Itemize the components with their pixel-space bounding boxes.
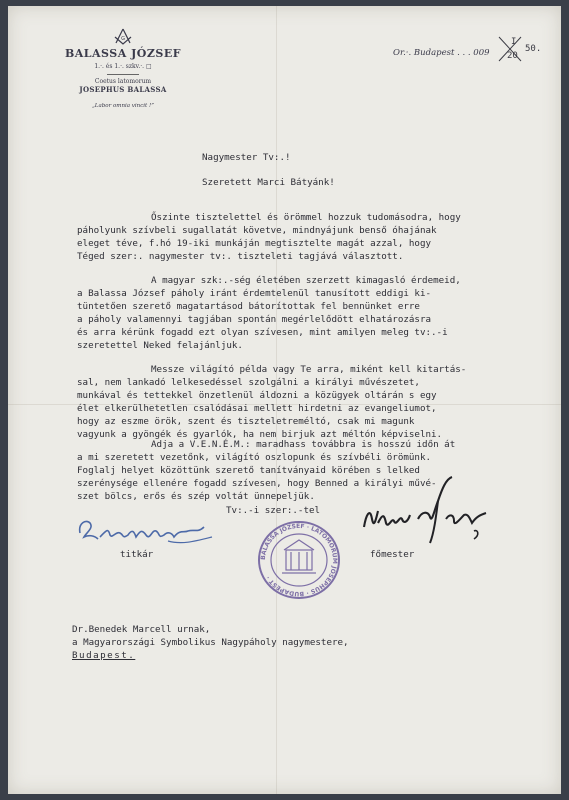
body-line: tüntetően szerető magatartásod bátorítottak fel bennünket erre	[77, 301, 420, 312]
letter-page	[8, 6, 561, 794]
body-line: és arra kérünk fogadd ezt olyan szívesen, mint amilyen meleg tv:.-i	[77, 327, 448, 338]
reference-numerator: I	[511, 37, 517, 47]
lodge-stamp	[256, 518, 342, 602]
salutation-line: Nagymester Tv:.!	[202, 152, 291, 163]
body-line: hogy az eszme örök, szent és tiszteletreméltó, csak mi magunk	[77, 416, 415, 427]
addressee-line: Dr.Benedek Marcell urnak,	[72, 624, 211, 635]
square-compass-icon	[113, 28, 133, 46]
letterhead-address: 1.·. és 1.·. szkv.·. □	[94, 63, 152, 70]
addressee-line: a Magyarországi Symbolikus Nagypáholy nagymestere,	[72, 637, 349, 648]
reference-denominator: 20	[507, 51, 518, 61]
letterhead-motto: „Labor omnia vincit !”	[91, 103, 155, 109]
body-line: Téged szer:. nagymester tv:. tiszteleti tagjává választott.	[77, 251, 404, 262]
svg-text:G: G	[121, 36, 125, 42]
letterhead	[48, 28, 198, 109]
body-line: páholyunk szívbeli sugallatát követve, mindnyájunk benső óhajának	[77, 225, 437, 236]
letterhead-divider	[107, 74, 139, 75]
body-line: sal, nem lankadó lelkesedéssel szolgálni a királyi művészetet,	[77, 377, 420, 388]
reference-year: 50.	[525, 44, 542, 54]
body-line: Foglalj helyet közöttünk szerető tanítványaid körében s lelked	[77, 465, 420, 476]
body-line: vagyunk a gyöngék és gyarlók, ha nem birjuk azt méltón képviselni.	[77, 429, 443, 440]
master-signature	[354, 471, 494, 551]
addressee-city: Budapest.	[72, 650, 136, 661]
closing-line: Tv:.-i szer:.-tel	[226, 505, 321, 516]
reference-number	[501, 37, 542, 63]
body-line: élet elkerülhetetlen csalódásai mellett hirdetni az evangeliumot,	[77, 403, 437, 414]
salutation-line: Szeretett Marci Bátyánk!	[202, 177, 335, 188]
body-line: munkával és tettekkel önzetlenül áldozni a közügyek oltárán s egy	[77, 390, 437, 401]
letterhead-coetus: Coetus latomorum	[94, 78, 152, 85]
stamp-text: BALASSA JÓZSEF · LATOMORUM JOSEPHUS · BUDAPEST ·	[259, 522, 339, 598]
letterhead-coetus-name: JOSEPHUS BALASSA	[79, 85, 167, 94]
body-line: A magyar szk:.-ség életében szerzett kimagasló érdemeid,	[151, 275, 461, 286]
body-line: Őszinte tisztelettel és örömmel hozzuk tudomásodra, hogy	[151, 212, 461, 223]
body-line: eleget téve, f.hó 19-iki munkáján megtisztelte magát azzal, hogy	[77, 238, 432, 249]
body-line: szeretettel Neked felajánljuk.	[77, 340, 243, 351]
secretary-label: titkár	[120, 549, 154, 560]
place-date: Or.·. Budapest . . . 009	[393, 48, 490, 58]
body-line: szerénysége ellenére fogadd szívesen, hogy Benned a királyi művé-	[77, 478, 437, 489]
body-line: a Balassa József páholy iránt érdemtelenül tanusított eddigi ki-	[77, 288, 432, 299]
body-line: a páholy valamennyi tagjában spontán megérlelődött elhatározásra	[77, 314, 432, 325]
body-line: szet bölcs, erős és szép voltát ünnepeljük.	[77, 491, 315, 502]
body-line: Messze világító példa vagy Te arra, miként kell kitartás-	[151, 364, 467, 375]
body-line: a mi szeretett vezetőnk, világító oszlopunk és szívbéli örömünk.	[77, 452, 432, 463]
body-line: Adja a V.E.N.É.M.: maradhass továbbra is hosszú időn át	[151, 439, 456, 450]
secretary-signature	[72, 511, 222, 553]
master-label: főmester	[370, 549, 415, 560]
letterhead-name: BALASSA JÓZSEF	[64, 47, 182, 60]
